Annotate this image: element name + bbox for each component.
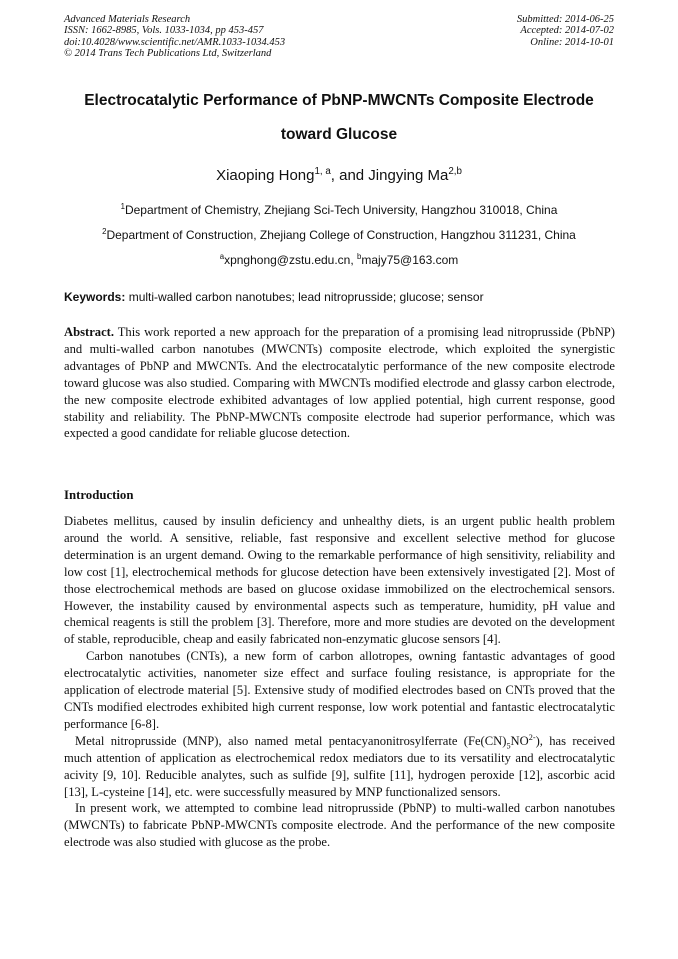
intro-paragraph-1: Diabetes mellitus, caused by insulin deficiency and unhealthy diets, is an urgent public health problem around the world. A sensitive, reliable, fast responsive and excellent selective method for glucose determination is an urgent demand. Owing to the remarkable performance of high sensitivity, reliability and low cost [1], electrochemical methods for glucose detection have been extensively investigated [2]. Most of those electrochemical methods are based on glucose oxidase immobilized on the electrochemical sensors. However, the instability caused by environmental aspects such as temperature, humidity, pH value and chemical reagents is still the problem [3]. Therefore, more and more studies are devoted on the development of stable, reproducible, cheap and easily fabricated non-enzymatic glucose sensors [4]. bbox=[64, 514, 615, 647]
author-2: Jingying Ma bbox=[368, 167, 449, 184]
introduction-body bbox=[64, 513, 615, 851]
journal-info bbox=[64, 14, 285, 59]
affiliation-2-marker: 2 bbox=[102, 227, 107, 236]
email-a-marker: a bbox=[219, 252, 225, 261]
intro-p3-superscript: 2- bbox=[528, 732, 536, 742]
intro-p3-part-b: NO bbox=[510, 733, 529, 748]
intro-p3-part-a: Metal nitroprusside (MNP), also named metal pentacyanonitrosylferrate (Fe(CN) bbox=[75, 733, 507, 748]
submitted-date: Submitted: 2014-06-25 bbox=[516, 14, 614, 25]
issn-line: ISSN: 1662-8985, Vols. 1033-1034, pp 453-457 bbox=[64, 25, 264, 37]
affiliation-2-text: Department of Construction, Zhejiang College of Construction, Hangzhou 311231, China bbox=[106, 228, 576, 242]
affiliation-1-text: Department of Chemistry, Zhejiang Sci-Tech University, Hangzhou 310018, China bbox=[124, 203, 558, 217]
paper-title-line-1: Electrocatalytic Performance of PbNP-MWCNTs Composite Electrode bbox=[84, 92, 594, 109]
accepted-date: Accepted: 2014-07-02 bbox=[520, 25, 614, 37]
abstract bbox=[64, 324, 615, 442]
affiliation-1-marker: 1 bbox=[120, 202, 125, 211]
keywords bbox=[64, 290, 616, 304]
keywords-label: Keywords: bbox=[64, 290, 126, 304]
introduction-heading: Introduction bbox=[64, 488, 134, 502]
author-2-marker: 2,b bbox=[448, 166, 462, 177]
keywords-text: multi-walled carbon nanotubes; lead nitroprusside; glucose; sensor bbox=[125, 290, 484, 304]
journal-name: Advanced Materials Research bbox=[64, 14, 191, 25]
online-date: Online: 2014-10-01 bbox=[530, 36, 614, 48]
author-1-marker: 1, a bbox=[314, 166, 331, 177]
author-1: Xiaoping Hong bbox=[216, 167, 315, 184]
intro-p3-part-c: ), has received much attention of application as electrochemical redox mediators due to its versatility and electrocatalytic acivity [9, 10]. Reducible analytes, such as sulfide [9], sulfite [11], hydrogen peroxide [12], ascorbic acid [13], L-cysteine [14], etc. were successfully measured by MNP functionalized sensors. bbox=[64, 733, 615, 799]
doi-line: doi:10.4028/www.scientific.net/AMR.1033-1034.453 bbox=[64, 36, 286, 48]
copyright-line: © 2014 Trans Tech Publications Ltd, Switzerland bbox=[64, 47, 272, 59]
affiliation-1 bbox=[40, 203, 638, 217]
publication-dates bbox=[517, 14, 614, 48]
intro-paragraph-2: Carbon nanotubes (CNTs), a new form of carbon allotropes, owning fantastic advantages of good electrocatalytic activities, nanometer size effect and surface fouling resistance, is appropriate for the application of electrode material [5]. Extensive study of modified electrodes based on CNTs proved that the CNTs modified electrodes exhibited high current response, low work potential and fantastic electrocatalytic performance [6-8]. bbox=[64, 649, 615, 731]
abstract-text: This work reported a new approach for the preparation of a promising lead nitroprusside (PbNP) and multi-walled carbon nanotubes (MWCNTs) composite electrode, which exploited the synergistic advantages of PbNP and MWCNTs. And the electrocatalytic performance of the new composite electrode toward glucose was also studied. Comparing with MWCNTs modified electrode and glassy carbon electrode, the new composite electrode exhibited advantages of low applied potential, high current response, good stability and reliability. The PbNP-MWCNTs composite electrode had superior performance, which was expected a good candidate for reliable glucose detection. bbox=[64, 325, 615, 441]
paper-title-line-2: toward Glucose bbox=[280, 126, 398, 143]
intro-paragraph-3 bbox=[64, 733, 615, 801]
intro-paragraph-4: In present work, we attempted to combine lead nitroprusside (PbNP) to multi-walled carbon nanotubes (MWCNTs) to fabricate PbNP-MWCNTs composite electrode. And the performance of the new composite electrode was also studied with glucose as the probe. bbox=[64, 801, 615, 850]
email-b: majy75@163.com bbox=[361, 253, 459, 267]
email-a: xpnghong@zstu.edu.cn, bbox=[224, 253, 358, 267]
email-b-marker: b bbox=[357, 252, 362, 261]
author-separator: , and bbox=[330, 167, 369, 184]
intro-p3-subscript: 5 bbox=[506, 741, 511, 751]
abstract-label: Abstract. bbox=[64, 325, 115, 339]
author-list bbox=[40, 167, 638, 184]
author-emails bbox=[40, 253, 638, 267]
affiliation-2 bbox=[40, 228, 638, 242]
